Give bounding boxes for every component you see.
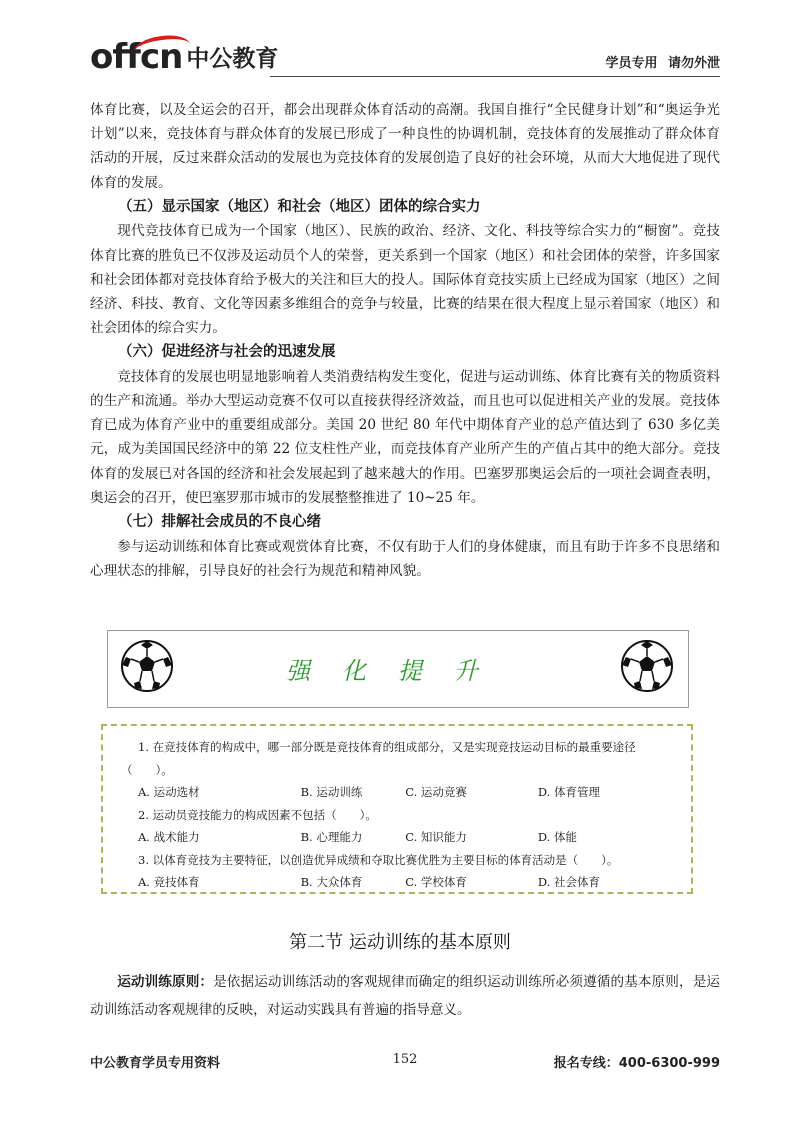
paragraph-national-strength: 现代竞技体育已成为一个国家（地区）、民族的政治、经济、文化、科技等综合实力的“橱窗”。竞技体育比赛的胜负已不仅涉及运动员个人的荣誉，更关系到一个国家（地区）和社会团体的荣誉，许多国家和社会团体都对竞技体育给予极大的关注和巨大的投人。国际体育竞技实质上已经成为国家（地区）之间经济、科技、教育、文化等因素多维组合的竞争与较量，比赛的结果在很大程度上显示着国家（地区）和社会团体的综合实力。 — [90, 223, 720, 337]
question-3-options — [138, 871, 678, 894]
heading-section-5: （五）显示国家（地区）和社会（地区）团体的综合实力 — [118, 198, 481, 215]
question-1-options — [138, 781, 678, 804]
banner-title: 强化提升 — [286, 657, 510, 685]
option-c: C. 知识能力 — [405, 830, 467, 844]
option-b: B. 运动训练 — [300, 785, 363, 799]
section-title: 第二节 运动训练的基本原则 — [289, 932, 511, 953]
header-rule — [270, 76, 720, 77]
soccer-ball-icon — [620, 639, 674, 693]
practice-banner — [107, 630, 689, 708]
page-footer — [90, 1052, 720, 1076]
option-a: A. 运动选材 — [138, 785, 200, 799]
option-d: D. 体能 — [537, 830, 577, 844]
paragraph-intro: 体育比赛，以及全运会的召开，都会出现群众体育活动的高潮。我国自推行“全民健身计划”和“奥运争光计划”以来，竞技体育与群众体育的发展已形成了一种良性的协调机制，竞技体育的发展推动了群众体育活动的开展，反过来群众活动的发展也为竞技体育的发展创造了良好的社会环境，从而大大地促进了现代体育的发展。 — [90, 102, 720, 191]
option-c: C. 运动竞赛 — [405, 785, 467, 799]
option-d: D. 社会体育 — [537, 875, 600, 889]
footer-hotline: 报名专线：400-6300-999 — [553, 1056, 720, 1071]
option-a: A. 竞技体育 — [138, 875, 200, 889]
soccer-ball-icon — [120, 639, 174, 693]
question-2-options — [138, 826, 678, 849]
principle-definition — [90, 968, 720, 1024]
page-number: 152 — [392, 1052, 418, 1067]
exercise-list — [121, 736, 678, 894]
question-1: 1. 在竞技体育的构成中，哪一部分既是竞技体育的组成部分，又是实现竞技运动目标的最重要途径 — [138, 740, 636, 754]
offcn-logo — [90, 37, 279, 77]
option-c: C. 学校体育 — [405, 875, 467, 889]
question-3: 3. 以体育竞技为主要特征，以创造优异成绩和夺取比赛优胜为主要目标的体育活动是（ ）。 — [138, 852, 619, 867]
option-b: B. 心理能力 — [300, 830, 363, 844]
paragraph-economy: 竞技体育的发展也明显地影响着人类消费结构发生变化，促进与运动训练、体育比赛有关的物质资料的生产和流通。举办大型运动竞赛不仅可以直接获得经济效益，而且也可以促进相关产业的发展。竞技体育已成为体育产业中的重要组成部分。美国 20 世纪 80 年代中期体育产业的总产值达到了 630 多亿美元，成为美国国民经济中的第 22 位支柱性产业，而竞技体育产业所产生的产值占其中的绝大部分。竞技体育的发展已对各国的经济和社会发展起到了越来越大的作用。巴塞罗那奥运会后的一项社会调查表明，奥运会的召开，使巴塞罗那市城市的发展整整推进了 10~25 年。 — [90, 368, 720, 506]
principle-term: 运动训练原则： — [117, 974, 214, 990]
question-2: 2. 运动员竞技能力的构成因素不包括（ ）。 — [138, 807, 377, 822]
main-content — [90, 98, 720, 583]
option-b: B. 大众体育 — [300, 875, 363, 889]
question-1-blank: （ ）。 — [121, 762, 173, 777]
logo-latin-text: offcn — [90, 37, 183, 77]
option-a: A. 战术能力 — [138, 830, 200, 844]
footer-brand: 中公教育学员专用资料 — [90, 1056, 221, 1071]
principle-text: 是依据运动训练活动的客观规律而确定的组织运动训练所必须遵循的基本原则，是运动训练活动客观规律的反映，对运动实践具有普遍的指导意义。 — [90, 974, 720, 1018]
exercise-box — [101, 724, 693, 894]
logo-chinese-text: 中公教育 — [186, 46, 279, 72]
option-d: D. 体育管理 — [537, 785, 600, 799]
heading-section-6: （六）促进经济与社会的迅速发展 — [118, 344, 336, 361]
paragraph-emotions: 参与运动训练和体育比赛或观赏体育比赛，不仅有助于人们的身体健康，而且有助于许多不良思绪和心理状态的排解，引导良好的社会行为规范和精神风貌。 — [90, 538, 720, 579]
header-notice: 学员专用 请勿外泄 — [605, 56, 720, 71]
heading-section-7: （七）排解社会成员的不良心绪 — [118, 514, 321, 531]
page-header — [90, 36, 720, 80]
